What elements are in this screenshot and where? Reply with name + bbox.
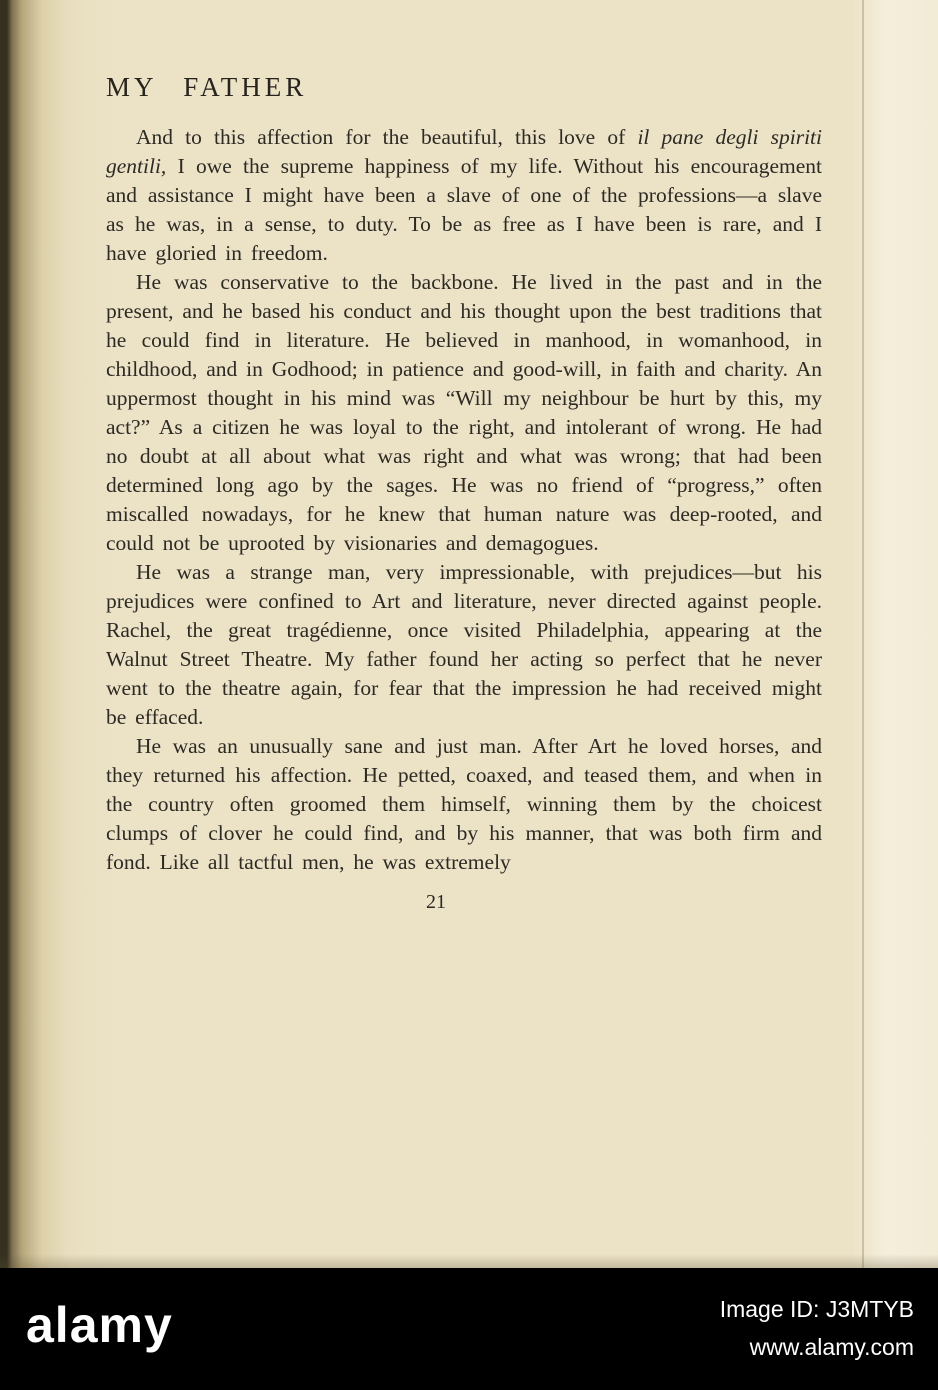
watermark-url: www.alamy.com [749,1334,914,1360]
page-title: MY FATHER [106,72,308,102]
alamy-logo: alamy [26,1297,173,1353]
page-edge-crease [862,0,864,1268]
watermark-bar [0,1268,938,1390]
page-body [106,123,822,877]
paragraph [106,732,822,877]
body-text: He was a strange man, very impressionable, with prejudices—but his prejudices were confined to Art and literature, never directed against people. Rachel, the great tragédienne, once visited Philadelphia, appearing at the Walnut Street Theatre. My father found her acting so perfect that he never went to the theatre again, for fear that the impression he had received might be effaced. [106,560,822,729]
body-text: He was conservative to the backbone. He lived in the past and in the present, and he based his conduct and his thought upon the best traditions that he could find in literature. He believed in manhood, in womanhood, in childhood, and in Godhood; in patience and good-will, in faith and charity. An uppermost thought in his mind was “Will my neighbour be hurt by this, my act?” As a citizen he was loyal to the right, and intolerant of wrong. He had no doubt at all about what was right and what was wrong; that had been determined long ago by the sages. He was no friend of “progress,” often miscalled nowadays, for he knew that human nature was deep-rooted, and could not be uprooted by visionaries and demagogues. [106,270,822,555]
body-text: I owe the supreme happiness of my life. Without his encouragement and assistance I might have been a slave of one of the professions—a slave as he was, in a sense, to duty. To be as free as I have been is rare, and I have gloried in freedom. [106,154,822,265]
page-content [106,72,822,914]
body-text: He was an unusually sane and just man. After Art he loved horses, and they returned his affection. He petted, coaxed, and teased them, and when in the country often groomed them himself, winning them by the choicest clumps of clover he could find, and by his manner, that was both firm and fond. Like all tactful men, he was extremely [106,734,822,874]
paragraph [106,558,822,732]
paragraph [106,123,822,268]
page-number: 21 [426,891,446,913]
watermark-image-id: Image ID: J3MTYB [719,1296,914,1322]
body-text: And to this affection for the beautiful, this love of [136,125,638,149]
italic-text: il pane degli spiriti gentili, [106,125,822,178]
paragraph [106,268,822,558]
watermark-info [720,1290,914,1366]
